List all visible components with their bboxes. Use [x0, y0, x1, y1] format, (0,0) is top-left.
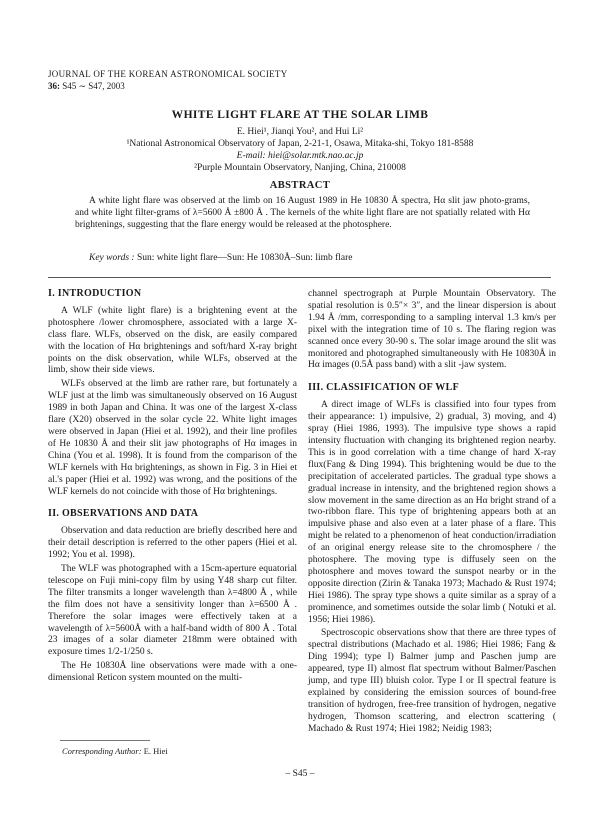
volume-pages: S45 ∼ S47, 2003: [62, 81, 125, 91]
header-divider: [48, 277, 551, 278]
classification-paragraph-2: Spectroscopic observations show that there are three types of spectral distributions (Machado et al. 1986; Hiei 1986; Fang & Ding 1994); type I) Balmer jump and Paschen jump are appeared, type II) almost flat spectrum without Balmer/Paschen jump, and type III) bluish color. Type I or II spectral feature is explained by considering the emission sources of bound-free transition of hydrogen, free-free transition of hydrogen, negative hydrogen, Thomson scattering, and electron scattering ( Machado & Rust 1974; Hiei 1982; Neidig 1983;: [308, 628, 556, 734]
journal-header: [48, 68, 288, 92]
abstract-text: A white light flare was observed at the limb on 16 August 1989 in He 10830 Å spectra, Hα slit jaw photo-grams, and white light filter-grams of λ=5600 Å ±800 Å . The kernels of the white light flare are not spatially related with Hα brightenings, suggesting that the flare energy would be released at the photosphere.: [75, 196, 530, 230]
footnote-label: Corresponding Author:: [62, 746, 142, 756]
left-column: [48, 288, 297, 687]
observations-paragraph-2: The WLF was photographed with a 15cm-aperture equatorial telescope on Fuji mini-copy film by using Y48 sharp cut filter. The filter transmits a longer wavelength than λ=4800 Å , while the film does not have a sensitivity longer than λ=6500 Å . Therefore the solar images were effectively taken at a wavelength of λ=5600Å with a half-band width of 800 Å . Total 23 images of a solar diameter 218mm were obtained with exposure times 1/2-1/250 s.: [48, 564, 297, 658]
volume-number: 36:: [48, 81, 60, 91]
paper-title: WHITE LIGHT FLARE AT THE SOLAR LIMB: [171, 109, 429, 121]
classification-paragraph-1: A direct image of WLFs is classified into four types from their appearance: 1) impulsive, 2) gradual, 3) moving, and 4) spray (Hiei 1986, 1993). The impulsive type shows a rapid intensity fluctuation with changing its brightened region nearby. This is in good correlation with a time change of hard X-ray flux(Fang & Ding 1994). This brightening would be due to the precipitation of accelerated particles. The gradual type shows a gradual increase in intensity, and the brightened region shows a slow movement in the same direction as an Hα bright strand of a two-ribbon flare. This type of brightening appears both at an impulsive phase and also even at a later phase of a flare. This might be related to a phenomenon of heat conduction/irradiation of an original energy release site to the chromosphere / the photosphere. The moving type is diffusely seen on the photosphere and moves toward the sunspot nearby or in the opposite direction (Zirin & Tanaka 1973; Machado & Rust 1974; Hiei 1986). The spray type shows a quite similar as a spray of a prominence, and sometimes outside the solar limb ( Notuki et al. 1956; Hiei 1986).: [308, 400, 556, 625]
journal-name: JOURNAL OF THE KOREAN ASTRONOMICAL SOCIETY: [48, 69, 288, 79]
intro-paragraph-1: A WLF (white light flare) is a brightening event at the photosphere /lower chromosphere, associated with a large X-class flare. WLFs, observed on the disk, are easily compared with the location of Hα brightenings and soft/hard X-ray bright points on the disk observation, while WLFs, observed at the limb, show their side views.: [48, 305, 297, 376]
footnote-divider: [60, 740, 150, 741]
author-names: E. Hiei¹, Jianqi You², and Hui Li²: [236, 127, 364, 137]
affiliation-2: ²Purple Mountain Observatory, Nanjing, China, 210008: [194, 163, 406, 173]
author-block: [0, 126, 600, 174]
keywords-list: Sun: white light flare—Sun: He 10830Å–Sun: limb flare: [134, 253, 353, 263]
footnote-name: E. Hiei: [141, 746, 168, 756]
keywords-label: Key words :: [89, 253, 135, 263]
author-email: E-mail: hiei@solar.mtk.nao.ac.jp: [236, 151, 364, 161]
page-number: – S45 –: [285, 769, 315, 779]
observations-paragraph-3-continued: channel spectrograph at Purple Mountain Observatory. The spatial resolution is 0.5″× 3″, and the linear dispersion is about 1.94 Å /mm, corresponding to a sampling interval 1.3 km/s per pixel with the integration time of 10 s. The flaring region was scanned once every 30-90 s. The solar image around the slit was monitored and photographed simultaneously with He 10830Å in Hα images (0.5Å pass band) with a slit -jaw system.: [308, 289, 556, 371]
journal-volume: [48, 80, 288, 92]
observations-paragraph-1: Observation and data reduction are briefly described here and their detail description is referred to the other papers (Hiei et al. 1992; You et al. 1998).: [48, 526, 297, 561]
abstract-heading: ABSTRACT: [269, 180, 331, 191]
right-column: [308, 289, 556, 738]
classification-heading: III. CLASSIFICATION OF WLF: [308, 382, 459, 394]
observations-heading: II. OBSERVATIONS AND DATA: [48, 508, 199, 520]
keywords: [75, 252, 530, 264]
intro-paragraph-2: WLFs observed at the limb are rather rare, but fortunately a WLF just at the limb was simultaneously observed on 16 August 1989 in both Japan and China. It was one of the largest X-class flare (X20) observed in the solar cycle 22. White light images were observed in Japan (Hiei et al. 1992), and their line profiles of He 10830 Å and their slit jaw photographs of Hα images in China (You et al. 1998). It is found from the comparison of the WLF kernels with Hα brightenings, as shown in Fig. 3 in Hiei et al.'s paper (Hiei et al. 1992) was wrong, and the positions of the WLF kernels do not coincide with those of Hα brightenings.: [48, 379, 297, 497]
observations-paragraph-3: The He 10830Å line observations were made with a one-dimensional Reticon system mounted on the multi-: [48, 661, 297, 684]
corresponding-author-footnote: [62, 746, 168, 756]
intro-heading: I. INTRODUCTION: [48, 288, 142, 299]
affiliation-1: ¹National Astronomical Observatory of Japan, 2-21-1, Osawa, Mitaka-shi, Tokyo 181-8588: [126, 139, 474, 149]
